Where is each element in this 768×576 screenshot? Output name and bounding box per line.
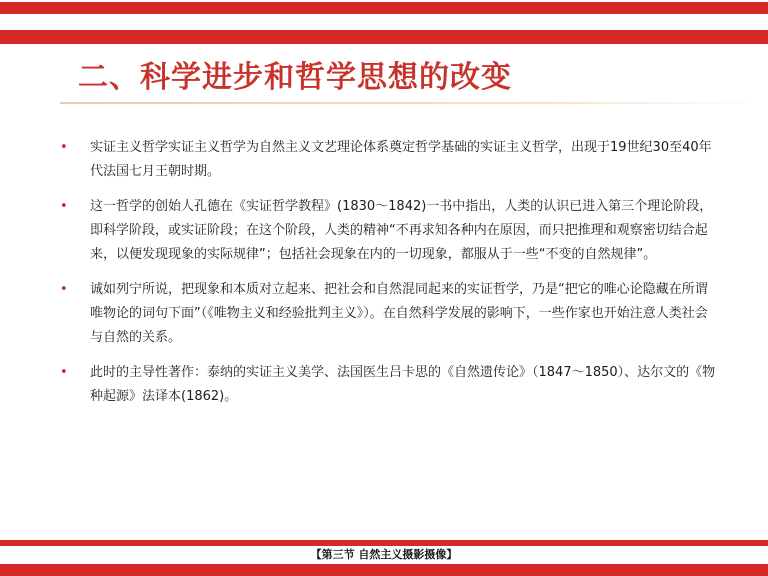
bottom-red-band-secondary xyxy=(0,564,768,576)
bullet-item xyxy=(58,361,718,409)
top-red-band xyxy=(0,2,768,14)
bullet-list xyxy=(58,136,718,420)
bullet-text: 这一哲学的创始人孔德在《实证哲学教程》(1830～1842)一书中指出，人类的认识已进入第三个理论阶段，即科学阶段，或实证阶段；在这个阶段，人类的精神“不再求知各种内在原因，而只把推理和观察密切结合起来，以便发现现象的实际规律”；包括社会现象在内的一切现象，都服从于一些“不变的自然规律”。 xyxy=(90,199,713,262)
bullet-marker: • xyxy=(60,365,68,380)
slide-footer: 【第三节 自然主义摄影摄像】 xyxy=(310,548,458,561)
top-red-band-secondary xyxy=(0,30,768,44)
title-divider xyxy=(60,102,760,104)
bullet-item xyxy=(58,278,718,350)
bullet-marker: • xyxy=(60,140,68,155)
bullet-marker: • xyxy=(60,199,68,214)
bullet-item xyxy=(58,136,718,184)
slide-title: 二、科学进步和哲学思想的改变 xyxy=(78,60,512,95)
bullet-item xyxy=(58,195,718,267)
bullet-text: 实证主义哲学实证主义哲学为自然主义文艺理论体系奠定哲学基础的实证主义哲学，出现于19世纪30至40年代法国七月王朝时期。 xyxy=(90,140,712,179)
bullet-text: 诚如列宁所说，把现象和本质对立起来、把社会和自然混同起来的实证哲学，乃是“把它的唯心论隐藏在所谓唯物论的词句下面”（《唯物主义和经验批判主义》）。在自然科学发展的影响下，一些作家也开始注意人类社会与自然的关系。 xyxy=(90,282,708,345)
bullet-text: 此时的主导性著作：泰纳的实证主义美学、法国医生吕卡思的《自然遗传论》（1847～1850）、达尔文的《物种起源》法译本(1862)。 xyxy=(90,365,716,404)
bullet-marker: • xyxy=(60,282,68,297)
